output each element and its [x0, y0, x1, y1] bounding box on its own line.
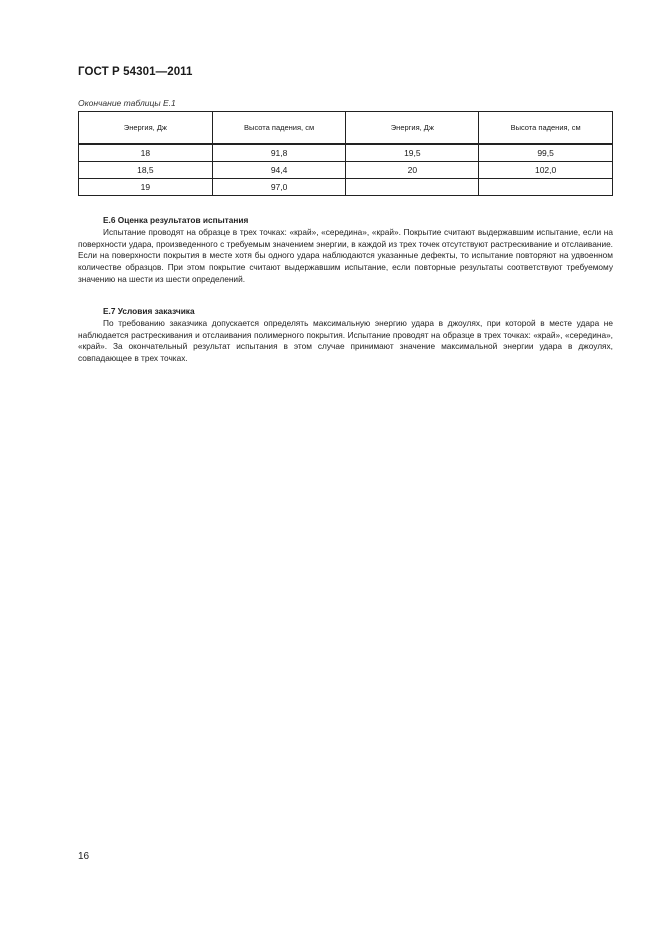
section-e6-title: Е.6 Оценка результатов испытания	[103, 215, 249, 225]
header-energy-1: Энергия, Дж	[79, 112, 213, 145]
table-cell	[479, 179, 613, 196]
document-header: ГОСТ Р 54301—2011	[78, 66, 193, 78]
table-cell: 18,5	[79, 162, 213, 179]
table-cell: 19	[79, 179, 213, 196]
page-number: 16	[78, 851, 90, 862]
section-e6	[78, 215, 613, 286]
header-height-2: Высота падения, см	[479, 112, 613, 145]
energy-height-table	[78, 111, 613, 196]
table-cell: 102,0	[479, 162, 613, 179]
table-cell: 94,4	[212, 162, 346, 179]
section-e6-paragraph: Испытание проводят на образце в трех точках: «край», «середина», «край». Покрытие считают выдержавшим испытание, если на поверхности удара, произведенного с требуемым значением энергии, в каждой из трех точек отсутствуют растрескивание и отслаивание. Если на поверхности покрытия в месте хотя бы одного удара наблюдаются указанные дефекты, то испытание повторяют на удвоенном количестве образцов. При этом покрытие считают выдержавшим испытание, если повторные результаты соответствуют требуемому значению на шести из шести определений.	[78, 226, 613, 284]
table-cell: 18	[79, 144, 213, 162]
table-header-row	[79, 112, 613, 145]
table-cell: 97,0	[212, 179, 346, 196]
section-e7-title: Е.7 Условия заказчика	[103, 306, 195, 316]
header-height-1: Высота падения, см	[212, 112, 346, 145]
section-e7-paragraph: По требованию заказчика допускается определять максимальную энергию удара в джоулях, при которой в месте удара не наблюдается растрескивания и отслаивания полимерного покрытия. Испытание проводят на образце в трех точках: «край», «середина», «край». За окончательный результат испытания в этом случае принимают значение максимальной энергии удара в джоулях, совпадающее в трех точках.	[78, 317, 613, 364]
table-row	[79, 144, 613, 162]
table-row	[79, 179, 613, 196]
table-cell: 20	[346, 162, 479, 179]
table-cell	[346, 179, 479, 196]
table-cell: 91,8	[212, 144, 346, 162]
table-row	[79, 162, 613, 179]
table-cell: 99,5	[479, 144, 613, 162]
table-caption: Окончание таблицы Е.1	[78, 98, 176, 108]
header-energy-2: Энергия, Дж	[346, 112, 479, 145]
table-cell: 19,5	[346, 144, 479, 162]
section-e7	[78, 306, 613, 365]
